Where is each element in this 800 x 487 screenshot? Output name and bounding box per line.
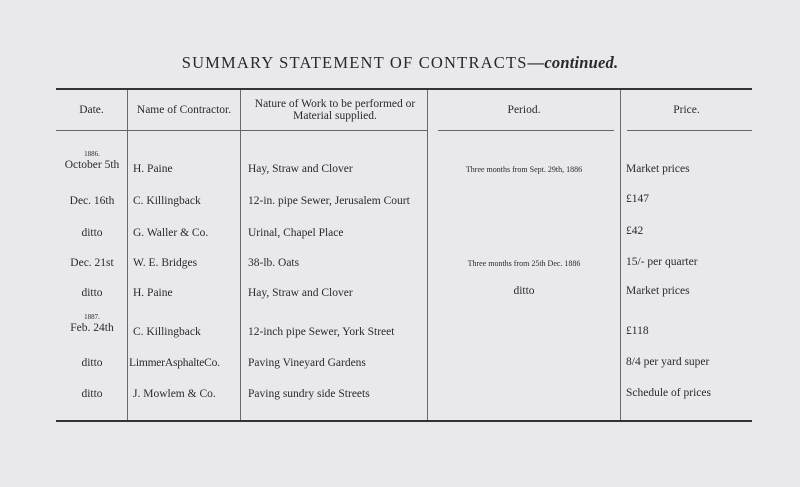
row-date-text: October 5th [64,159,120,171]
column-divider [127,90,128,420]
row-year: 1887. [84,313,100,321]
column-divider [620,90,621,420]
title-continued: —continued. [527,53,619,72]
table-row-contractor: G. Waller & Co. [133,227,209,239]
table-row-date: ditto [81,357,103,369]
table-row-date: Dec. 21st [70,257,114,269]
table-row-price: 8/4 per yard super [626,356,710,368]
table-row-price: Schedule of prices [626,387,711,399]
header-date: Date. [79,104,104,116]
header-rule-work [241,130,427,131]
table-row-price: £118 [626,325,649,337]
column-divider [240,90,241,420]
table-row-contractor: C. Killingback [133,326,201,338]
table-row-period: ditto [513,285,535,297]
table-row-date [57,314,127,334]
table-row-date [57,151,127,171]
header-rule-contractor [128,130,240,131]
table-row-contractor: W. E. Bridges [133,257,198,269]
table-row-price: £147 [626,193,649,205]
header-price: Price. [673,104,700,116]
table-row-date: ditto [81,388,103,400]
table-row-contractor: C. Killingback [133,195,201,207]
column-divider [427,90,428,420]
table-top-rule [56,88,752,90]
table-row-date: ditto [81,227,103,239]
table-row-work: 12-inch pipe Sewer, York Street [248,326,395,338]
table-row-period: Three months from 25th Dec. 1886 [467,259,581,268]
table-row-contractor: H. Paine [133,163,173,175]
table-row-price: Market prices [626,163,690,175]
table-row-work: Hay, Straw and Clover [248,287,353,299]
table-row-price: £42 [626,225,644,237]
header-work: Nature of Work to be performed or Material supplied. [254,98,416,122]
page-title [0,53,800,73]
header-rule-price [627,130,752,131]
row-year: 1886. [84,150,100,158]
row-date-text: Feb. 24th [70,322,114,334]
table-row-work: Urinal, Chapel Place [248,227,344,239]
header-period: Period. [507,104,541,116]
table-row-price: Market prices [626,285,690,297]
header-rule-date [56,130,127,131]
table-row-date: Dec. 16th [69,195,115,207]
table-row-date: ditto [81,287,103,299]
title-main: SUMMARY STATEMENT OF CONTRACTS [181,53,528,72]
table-row-work: Hay, Straw and Clover [248,163,353,175]
table-row-work: Paving Vineyard Gardens [248,357,366,369]
header-contractor: Name of Contractor. [136,104,232,116]
table-row-work: Paving sundry side Streets [248,388,370,400]
header-rule-period [438,130,614,131]
table-row-contractor: J. Mowlem & Co. [133,388,216,400]
table-row-contractor: H. Paine [133,287,173,299]
table-bottom-rule [56,420,752,422]
table-row-price: 15/- per quarter [626,256,698,268]
table-row-work: 38-lb. Oats [248,257,300,269]
table-row-period: Three months from Sept. 29th, 1886 [465,165,583,174]
table-row-work: 12-in. pipe Sewer, Jerusalem Court [248,195,410,207]
table-row-contractor: LimmerAsphalteCo. [129,357,220,369]
